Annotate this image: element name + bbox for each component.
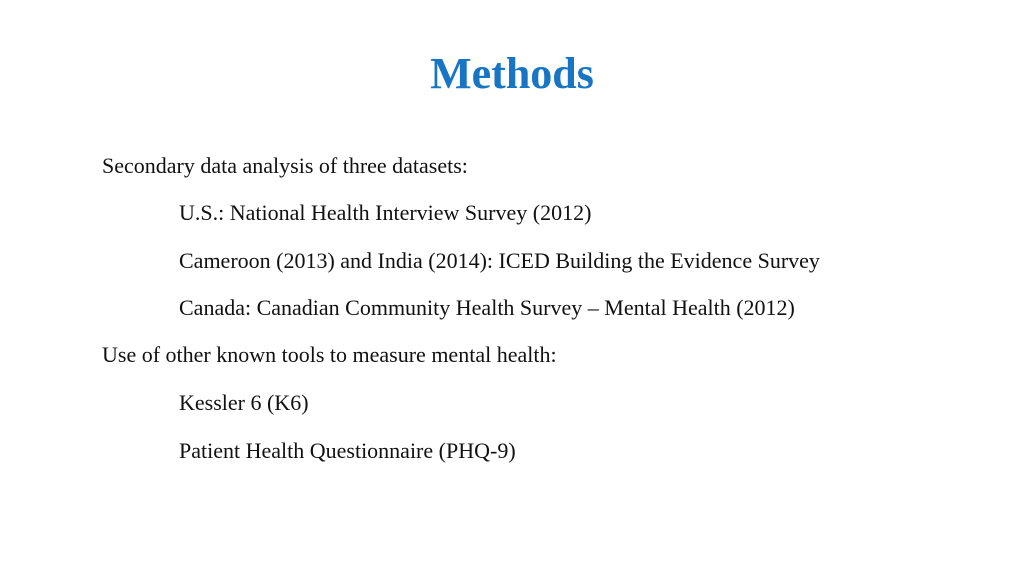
slide-title: Methods [430,49,594,98]
dataset-item-canada: Canada: Canadian Community Health Survey – Mental Health (2012) [179,295,795,320]
section-heading-datasets: Secondary data analysis of three datasets: [102,153,468,178]
tool-item-phq9: Patient Health Questionnaire (PHQ-9) [179,438,516,463]
dataset-item-us: U.S.: National Health Interview Survey (2012) [179,200,592,225]
tool-item-k6: Kessler 6 (K6) [179,390,309,415]
dataset-item-cameroon-india: Cameroon (2013) and India (2014): ICED Building the Evidence Survey [179,248,820,273]
section-heading-tools: Use of other known tools to measure mental health: [102,342,557,367]
